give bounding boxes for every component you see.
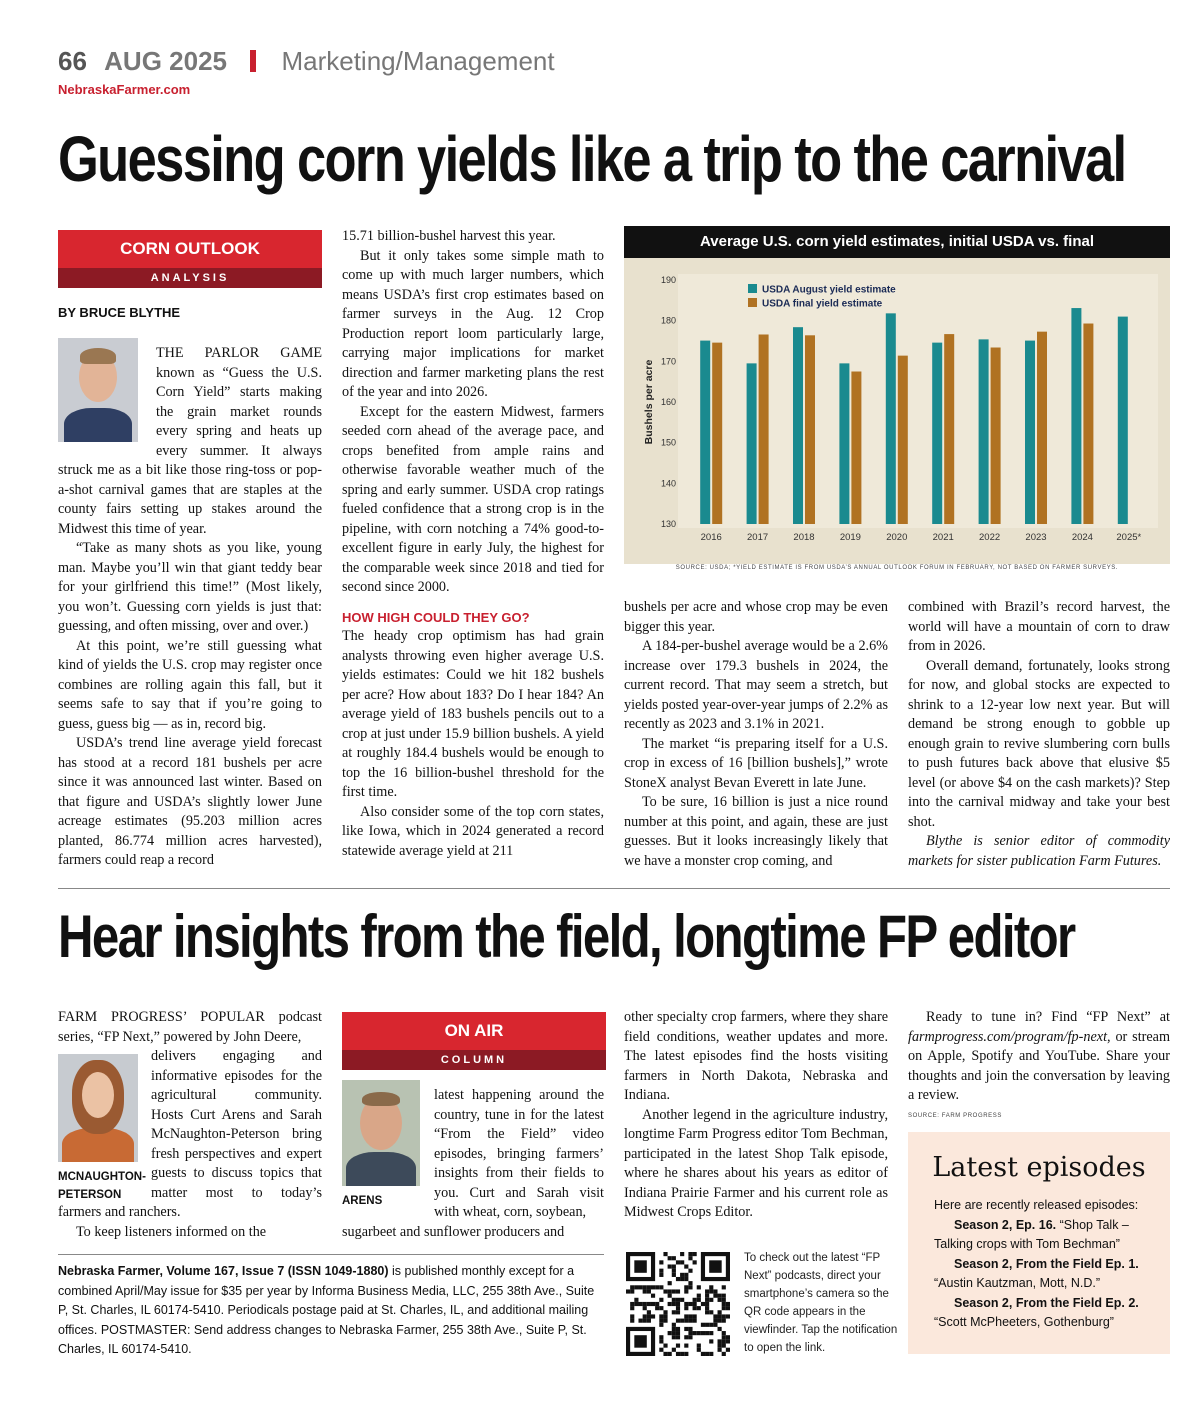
latest-episodes-panel bbox=[908, 1132, 1170, 1354]
source-note: SOURCE: FARM PROGRESS bbox=[908, 1113, 1002, 1119]
page-number: 66 bbox=[58, 46, 87, 76]
paragraph: To be sure, 16 billion is just a nice round number at this point, and again, these are just guesses. But it looks increasingly likely that we have a monster crop coming, and bbox=[624, 794, 888, 869]
paragraph: combined with Brazil’s record harvest, the world will have a mountain of corn to draw from in 2026. bbox=[908, 599, 1170, 654]
bar-final-2019 bbox=[851, 372, 861, 525]
qr-code-icon[interactable] bbox=[626, 1252, 730, 1356]
paragraph: latest happening around the country, tune in for the latest “From the Field” video episodes, bringing farmers’ insights from their fields to you. Curt and Sarah visit with wheat, corn, soybean, bbox=[434, 1087, 604, 1220]
qr-instructions: To check out the latest “FP Next” podcasts, direct your smartphone’s camera so the QR code appears in the viewfinder. Tap the notification to open the link. bbox=[744, 1252, 898, 1354]
x-tick-label: 2018 bbox=[793, 532, 815, 543]
paragraph: Also consider some of the top corn states, like Iowa, which in 2024 generated a record statewide average yield at 211 bbox=[342, 803, 604, 859]
bar-august-2017 bbox=[747, 363, 757, 524]
chart-svg bbox=[624, 258, 1170, 564]
photo-wrap-spacer bbox=[58, 1047, 151, 1203]
episode-item[interactable] bbox=[934, 1216, 1154, 1255]
x-tick-label: 2019 bbox=[839, 532, 861, 543]
latest-episodes-list bbox=[934, 1196, 1154, 1333]
bar-final-2017 bbox=[759, 334, 769, 524]
paragraph: But it only takes some simple math to come up with much larger numbers, which means USDA’s first crop estimates based on farmer surveys in the Aug. 12 Crop Production report loom particularly large, carrying major implications for market direction and farmer marketing plans the rest of the year and into 2026. bbox=[342, 247, 604, 400]
y-tick-label: 190 bbox=[660, 275, 676, 285]
bar-final-2020 bbox=[898, 356, 908, 524]
bar-final-2021 bbox=[944, 334, 954, 524]
episode-item[interactable] bbox=[934, 1294, 1154, 1333]
article1-column-3 bbox=[624, 598, 888, 874]
bar-august-2021 bbox=[932, 343, 942, 524]
paragraph: “Take as many shots as you like, young man. Maybe you’ll win that giant teddy bear for your girlfriend this time!” (Most likely, you won’t. Guessing corn yields is just that: guessing, and often missing, over and over.) bbox=[58, 540, 322, 634]
paragraph: The heady crop optimism has had grain analysts throwing even higher average U.S. yields estimates: Could we hit 182 bushels per acre? How about 183? Do I hear 184? An average yield of 183 bushels pencils out to a crop at just under 15.9 billion bushels. A yield at roughly 184.4 bushels would be enough to top the 16 billion-bushel threshold for the first time. bbox=[342, 628, 604, 800]
bar-august-2025* bbox=[1118, 317, 1128, 524]
paragraph: other specialty crop farmers, where they share field conditions, weather updates and more. The latest episodes find the hosts visiting farmers in North Dakota, Nebraska and Indiana. bbox=[624, 1009, 888, 1103]
article1-headline: Guessing corn yields like a trip to the carnival bbox=[58, 123, 1126, 195]
article1-column-4 bbox=[908, 598, 1170, 874]
paragraph: At this point, we’re still guessing what kind of yields the U.S. crop may register once combines are rolling again this fall, but it seems safe to say that if you’re going to guess, guess big — as in, record big. bbox=[58, 637, 322, 732]
legend-label: USDA August yield estimate bbox=[762, 284, 896, 296]
subhead: HOW HIGH COULD THEY GO? bbox=[342, 609, 530, 625]
y-tick-label: 150 bbox=[660, 437, 676, 448]
y-tick-label: 130 bbox=[660, 519, 676, 529]
x-tick-label: 2017 bbox=[747, 532, 769, 543]
paragraph: Overall demand, fortunately, looks strong for now, and global stocks are expected to shrink to a 12-year low next year. But will demand be strong enough to gobble up enough grain to revive slumbering corn bulls to push futures back above that elusive $5 level (or above $4 on the cash markets)? Step into the carnival midway and take your best shot. bbox=[908, 657, 1170, 830]
paragraph: USDA’s trend line average yield forecast has stood at a record 181 bushels per acre since it was announced last winter. Based on that figure and USDA’s slightly lower June acreage estimates (95.203 million acres planted, 86.774 million acres harvested), farmers could reap a record bbox=[58, 735, 322, 868]
bar-august-2018 bbox=[793, 327, 803, 524]
episode-label: Season 2, From the Field Ep. 2. bbox=[954, 1295, 1139, 1310]
paragraph: delivers engaging and informative episodes for the agricultural community. Hosts Curt Arens and Sarah McNaughton-Peterson bring fresh perspectives and expert guests to discuss topics that matter most to today’s farmers and ranchers. bbox=[58, 1048, 322, 1220]
bar-august-2024 bbox=[1071, 308, 1081, 524]
photo-wrap-spacer bbox=[58, 344, 156, 444]
y-tick-label: 140 bbox=[660, 478, 676, 489]
x-tick-label: 2024 bbox=[1071, 532, 1093, 543]
author-signoff: Blythe is senior editor of commodity markets for sister publication Farm Futures. bbox=[908, 833, 1170, 869]
photo-wrap-spacer bbox=[342, 1086, 434, 1222]
publication-info bbox=[58, 1262, 604, 1360]
text: Ready to tune in? Find “FP Next” at bbox=[926, 1009, 1170, 1025]
byline: BY BRUCE BLYTHE bbox=[58, 305, 181, 320]
bar-august-2023 bbox=[1025, 341, 1035, 524]
caption-line: MCNAUGHTON- bbox=[58, 1171, 146, 1183]
article1-column-1 bbox=[58, 344, 322, 874]
bar-august-2022 bbox=[979, 339, 989, 524]
photo-caption-arens: ARENS bbox=[342, 1195, 383, 1207]
x-tick-label: 2023 bbox=[1025, 532, 1047, 543]
x-tick-label: 2021 bbox=[932, 532, 954, 543]
bar-final-2022 bbox=[991, 348, 1001, 524]
text: , or stream on Apple, Spotify and YouTube. Share your thoughts and join the conversation by leaving a review. bbox=[908, 1028, 1170, 1103]
episode-desc: “Austin Kautzman, Mott, N.D.” bbox=[934, 1276, 1101, 1290]
chart-title: Average U.S. corn yield estimates, initial USDA vs. final bbox=[624, 226, 1170, 258]
tag-sub: ANALYSIS bbox=[58, 268, 322, 288]
pubinfo-lead: Nebraska Farmer, Volume 167, Issue 7 (ISSN 1049-1880) bbox=[58, 1264, 389, 1278]
bar-final-2023 bbox=[1037, 332, 1047, 524]
episode-label: Season 2, Ep. 16. bbox=[954, 1217, 1057, 1232]
section-divider bbox=[58, 888, 1170, 889]
paragraph: Except for the eastern Midwest, farmers seeded corn ahead of the average pace, and crops benefited from ample rains and otherwise favorable weather much of the spring and early summer. USDA crop ratings fueled confidence that a strong crop is in the pipeline, with corn notching a 74% good-to-excellent figure in early July, the highest for the comparable week since 2018 and tied for second since 2000. bbox=[342, 403, 604, 595]
tag-main: ON AIR bbox=[342, 1012, 606, 1050]
y-tick-label: 180 bbox=[660, 315, 676, 326]
caption-line: PETERSON bbox=[58, 1189, 122, 1201]
pubinfo-divider bbox=[58, 1254, 604, 1255]
article2-column-1 bbox=[58, 1008, 322, 1244]
tag-sub: COLUMN bbox=[342, 1050, 606, 1070]
y-axis-label: Bushels per acre bbox=[643, 359, 655, 445]
bar-august-2020 bbox=[886, 313, 896, 524]
yield-chart bbox=[624, 226, 1170, 564]
bar-august-2016 bbox=[700, 341, 710, 524]
x-tick-label: 2016 bbox=[700, 532, 722, 543]
bar-final-2016 bbox=[712, 343, 722, 524]
paragraph: THE PARLOR GAME known as “Guess the U.S. Corn Yield” starts making the grain market rounds every spring and heats up every summer. It always struck me as a bit like those ring-toss or pop-a-shot carnival games that are staples at the county fairs setting up stakes around the Midwest this time of year. bbox=[58, 345, 322, 537]
article2-headline: Hear insights from the field, longtime FP editor bbox=[58, 903, 1075, 970]
podcast-link[interactable]: farmprogress.com/program/fp-next bbox=[908, 1028, 1108, 1045]
article2-column-3 bbox=[624, 1008, 888, 1228]
header-divider bbox=[250, 50, 256, 72]
x-tick-label: 2025* bbox=[1116, 532, 1142, 543]
paragraph: 15.71 billion-bushel harvest this year. bbox=[342, 228, 556, 244]
legend-swatch bbox=[748, 284, 757, 293]
paragraph: sugarbeet and sunflower producers and bbox=[342, 1223, 565, 1240]
y-tick-label: 170 bbox=[660, 356, 676, 367]
paragraph: To keep listeners informed on the bbox=[76, 1223, 267, 1240]
legend-swatch bbox=[748, 298, 757, 307]
paragraph: The market “is preparing itself for a U.S. crop in excess of 16 [billion bushels],” wrote StoneX analyst Bevan Everett in late June. bbox=[624, 735, 888, 791]
article2-column-2 bbox=[342, 1086, 604, 1244]
x-tick-label: 2020 bbox=[886, 532, 908, 543]
bar-final-2018 bbox=[805, 335, 815, 524]
paragraph: bushels per acre and whose crop may be even bigger this year. bbox=[624, 599, 888, 635]
latest-intro: Here are recently released episodes: bbox=[934, 1198, 1139, 1212]
x-tick-label: 2022 bbox=[979, 532, 1001, 543]
paragraph: A 184-per-bushel average would be a 2.6% increase over 179.3 bushels in 2024, the current record. That may seem a stretch, but yields posted year-over-year jumps of 2.2% as recently as 2023 and 3.1% in 2021. bbox=[624, 638, 888, 732]
y-tick-label: 160 bbox=[660, 397, 676, 407]
tag-main: CORN OUTLOOK bbox=[58, 230, 322, 268]
article1-column-2 bbox=[342, 227, 604, 875]
chart-source: SOURCE: USDA; *YIELD ESTIMATE IS FROM USDA’S ANNUAL OUTLOOK FORUM IN FEBRUARY, NOT BASED ON FARMER SURVEYS. bbox=[675, 565, 1119, 571]
episode-desc: “Scott McPheeters, Gothenburg” bbox=[934, 1315, 1114, 1329]
pubinfo-text: is published monthly except for a combined April/May issue for $35 per year by Informa Business Media, LLC, 255 38th Ave., Suite P, St. Charles, IL 60174-5410. Periodicals postage paid at St. Charles, IL, and additional mailing offices. POSTMASTER: Send address changes to Nebraska Farmer, 255 38th Ave., Suite P, St. Charles, IL 60174-5410. bbox=[58, 1264, 595, 1356]
article1-tag bbox=[58, 230, 322, 288]
episode-item[interactable] bbox=[934, 1255, 1154, 1294]
episode-label: Season 2, From the Field Ep. 1. bbox=[954, 1256, 1139, 1271]
site-url[interactable]: NebraskaFarmer.com bbox=[58, 82, 191, 97]
bar-august-2019 bbox=[839, 363, 849, 524]
legend-label: USDA final yield estimate bbox=[762, 298, 883, 310]
page-header bbox=[58, 46, 555, 77]
issue-date: AUG 2025 bbox=[104, 46, 227, 76]
section-name: Marketing/Management bbox=[281, 46, 555, 76]
latest-episodes-title: Latest episodes bbox=[932, 1152, 1146, 1183]
paragraph: FARM PROGRESS’ POPULAR podcast series, “FP Next,” powered by John Deere, bbox=[58, 1009, 322, 1045]
article2-column-4 bbox=[908, 1008, 1170, 1108]
bar-final-2024 bbox=[1083, 324, 1093, 524]
paragraph: Another legend in the agriculture industry, longtime Farm Progress editor Tom Bechman, participated in the latest Shop Talk episode, where he shares about his years as editor of Indiana Prairie Farmer and his current role as Midwest Crops Editor. bbox=[624, 1106, 888, 1220]
episode-desc: “Shop Talk – Talking crops with Tom Bechman” bbox=[934, 1217, 1129, 1251]
article2-tag bbox=[342, 1012, 606, 1070]
